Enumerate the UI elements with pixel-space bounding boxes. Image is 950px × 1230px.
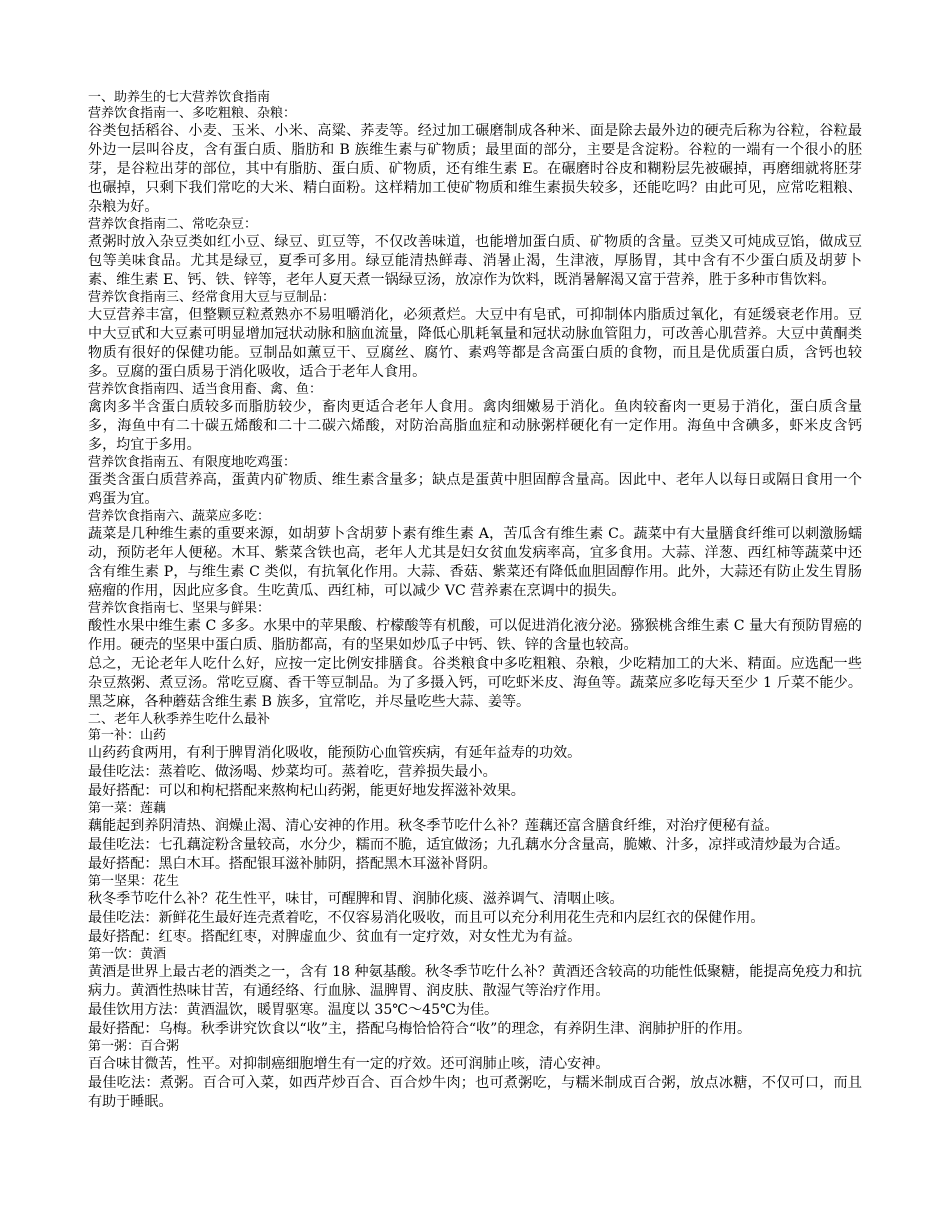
guide-2-heading: 营养饮食指南二、常吃杂豆： xyxy=(88,217,258,232)
guide-7-body: 酸性水果中维生素 C 多多。水果中的苹果酸、柠檬酸等有机酸，可以促进消化液分泌。猕猴桃含维生素 C 量大有预防胃癌的作用。硬壳的坚果中蛋白质、脂肪都高，有的坚果如炒瓜子中钙、铁、锌的含量也较高。 xyxy=(88,618,862,653)
peanut-desc: 秋冬季节吃什么补？花生性平，味甘，可醒脾和胃、润肺化痰、滋养调气、清咽止咳。 xyxy=(88,891,624,907)
guide-2-body: 煮粥时放入杂豆类如红小豆、绿豆、豇豆等，不仅改善味道，也能增加蛋白质、矿物质的含量。豆类又可炖成豆馅，做成豆包等美味食品。尤其是绿豆，夏季可多用。绿豆能清热鲜毒、消暑止渴，生津液，厚肠胃，其中含有不少蛋白质及胡萝卜素、维生素 E、钙、铁、锌等，老年人夏天煮一锅绿豆汤，放凉作为饮料，既消暑解渴又富于营养，胜于多种市售饮料。 xyxy=(88,234,862,288)
guide-3-body: 大豆营养丰富，但整颗豆粒煮熟亦不易咀嚼消化，必须煮烂。大豆中有皂甙，可抑制体内脂质过氧化，有延缓衰老作用。豆中大豆甙和大豆素可明显增加冠状动脉和脑血流量，降低心肌耗氧量和冠状动脉血管阻力，可改善心肌营养。大豆中黄酮类物质有很好的保健功能。豆制品如薰豆干、豆腐丝、腐竹、素鸡等都是含高蛋白质的食物，而且是优质蛋白质，含钙也较多。豆腐的蛋白质易于消化吸收，适合于老年人食用。 xyxy=(88,307,862,380)
guide-5-body: 蛋类含蛋白质营养高，蛋黄内矿物质、维生素含量多；缺点是蛋黄中胆固醇含量高。因此中、老年人以每日或隔日食用一个鸡蛋为宜。 xyxy=(88,472,862,507)
guide-4-body: 禽肉多半含蛋白质较多而脂肪较少，畜肉更适合老年人食用。禽肉细嫩易于消化。鱼肉较畜肉一更易于消化，蛋白质含量多，海鱼中有二十碳五烯酸和二十二碳六烯酸，对防治高脂血症和动脉粥样硬化有一定作用。海鱼中含碘多，虾米皮含钙多，均宜于多用。 xyxy=(88,399,862,453)
yam-heading: 第一补：山药 xyxy=(88,728,167,743)
lotus-heading: 第一菜：莲藕 xyxy=(88,801,167,816)
guide-7-heading: 营养饮食指南七、坚果与鲜果： xyxy=(88,601,271,616)
guide-1-heading: 营养饮食指南一、多吃粗粮、杂粮： xyxy=(88,106,297,121)
guide-4-heading: 营养饮食指南四、适当食用畜、禽、鱼： xyxy=(88,382,323,397)
yam-best-match: 最好搭配：可以和枸杞搭配来熬枸杞山药粥，能更好地发挥滋补效果。 xyxy=(88,783,525,799)
guide-5-heading: 营养饮食指南五、有限度地吃鸡蛋： xyxy=(88,455,297,470)
guide-6-heading: 营养饮食指南六、蔬菜应多吃： xyxy=(88,509,271,524)
yam-desc: 山药药食两用，有利于脾胃消化吸收，能预防心血管疾病，有延年益寿的功效。 xyxy=(88,745,582,761)
section-title-2: 二、老年人秋季养生吃什么最补 xyxy=(88,712,271,727)
lotus-desc: 藕能起到养阴清热、润燥止渴、清心安神的作用。秋冬季节吃什么补？莲藕还富含膳食纤维，对治疗便秘有益。 xyxy=(88,818,779,834)
lily-heading: 第一粥：百合粥 xyxy=(88,1039,180,1054)
lotus-best-match: 最好搭配：黑白木耳。搭配银耳滋补肺阴，搭配黑木耳滋补肾阴。 xyxy=(88,856,497,872)
section-title-1: 一、助养生的七大营养饮食指南 xyxy=(88,90,271,105)
wine-heading: 第一饮：黄酒 xyxy=(88,947,167,962)
lily-desc: 百合味甘微苦，性平。对抑制癌细胞增生有一定的疗效。还可润肺止咳，清心安神。 xyxy=(88,1056,610,1072)
wine-best-match: 最好搭配：乌梅。秋季讲究饮食以“收”主，搭配乌梅恰恰符合“收”的理念，有养阴生津、润肺护肝的作用。 xyxy=(88,1021,752,1037)
guide-1-body: 谷类包括稻谷、小麦、玉米、小米、高粱、荞麦等。经过加工碾磨制成各种米、面是除去最外边的硬壳后称为谷粒，谷粒最外边一层叫谷皮，含有蛋白质、脂肪和 B 族维生素与矿物质；最里面的部分，主要是含淀粉。谷粒的一端有一个很小的胚芽，是谷粒出芽的部位，其中有脂肪、蛋白质、矿物质，还有维生素 E。在碾磨时谷皮和糊粉层先被碾掉，再磨细就将胚芽也碾掉，只剩下我们常吃的大米、精白面粉。这样精加工使矿物质和维生素损失较多，还能吃吗？由此可见，应常吃粗粮、杂粮为好。 xyxy=(88,123,862,215)
summary-paragraph: 总之，无论老年人吃什么好，应按一定比例安排膳食。谷类粮食中多吃粗粮、杂粮，少吃精加工的大米、精面。应选配一些杂豆熬粥、煮豆汤。常吃豆腐、香干等豆制品。为了多摄入钙，可吃虾米皮、海鱼等。蔬菜应多吃每天至少 1 斤菜不能少。黑芝麻，各种蘑菇含维生素 B 族多，宜常吃，并尽量吃些大蒜、姜等。 xyxy=(88,656,862,710)
peanut-heading: 第一坚果：花生 xyxy=(88,874,180,889)
lotus-best-eat: 最佳吃法：七孔藕淀粉含量较高，水分少，糯而不脆，适宜做汤；九孔藕水分含量高，脆嫩、汁多，凉拌或清炒最为合适。 xyxy=(88,837,850,853)
peanut-best-eat: 最佳吃法：新鲜花生最好连壳煮着吃，不仅容易消化吸收，而且可以充分利用花生壳和内层红衣的保健作用。 xyxy=(88,910,765,926)
wine-desc: 黄酒是世界上最古老的酒类之一，含有 18 种氨基酸。秋冬季节吃什么补？黄酒还含较高的功能性低聚糖，能提高免疫力和抗病力。黄酒性热味甘苦，有通经络、行血脉、温脾胃、润皮肤、散湿气等治疗作用。 xyxy=(88,964,862,999)
yam-best-eat: 最佳吃法：蒸着吃、做汤喝、炒菜均可。蒸着吃，营养损失最小。 xyxy=(88,764,497,780)
lily-best-eat: 最佳吃法：煮粥。百合可入菜，如西芹炒百合、百合炒牛肉；也可煮粥吃，与糯米制成百合粥，放点冰糖，不仅可口，而且有助于睡眠。 xyxy=(88,1075,862,1110)
wine-best-drink: 最佳饮用方法：黄酒温饮，暖胃驱寒。温度以 35℃～45℃为佳。 xyxy=(88,1002,499,1018)
guide-3-heading: 营养饮食指南三、经常食用大豆与豆制品： xyxy=(88,290,336,305)
guide-6-body: 蔬菜是几种维生素的重要来源，如胡萝卜含胡萝卜素有维生素 A，苦瓜含有维生素 C。蔬菜中有大量膳食纤维可以刺激肠蠕动，预防老年人便秘。木耳、紫菜含铁也高，老年人尤其是妇女贫血发病率高，宜多食用。大蒜、洋葱、西红柿等蔬菜中还含有维生素 P，与维生素 C 类似，有抗氧化作用。大蒜、香菇、紫菜还有降低血胆固醇作用。此外，大蒜还有防止发生胃肠癌瘤的作用，因此应多食。生吃黄瓜、西红柿，可以减少 VC 营养素在烹调中的损失。 xyxy=(88,526,862,599)
peanut-best-match: 最好搭配：红枣。搭配红枣，对脾虚血少、贫血有一定疗效，对女性尤为有益。 xyxy=(88,929,582,945)
